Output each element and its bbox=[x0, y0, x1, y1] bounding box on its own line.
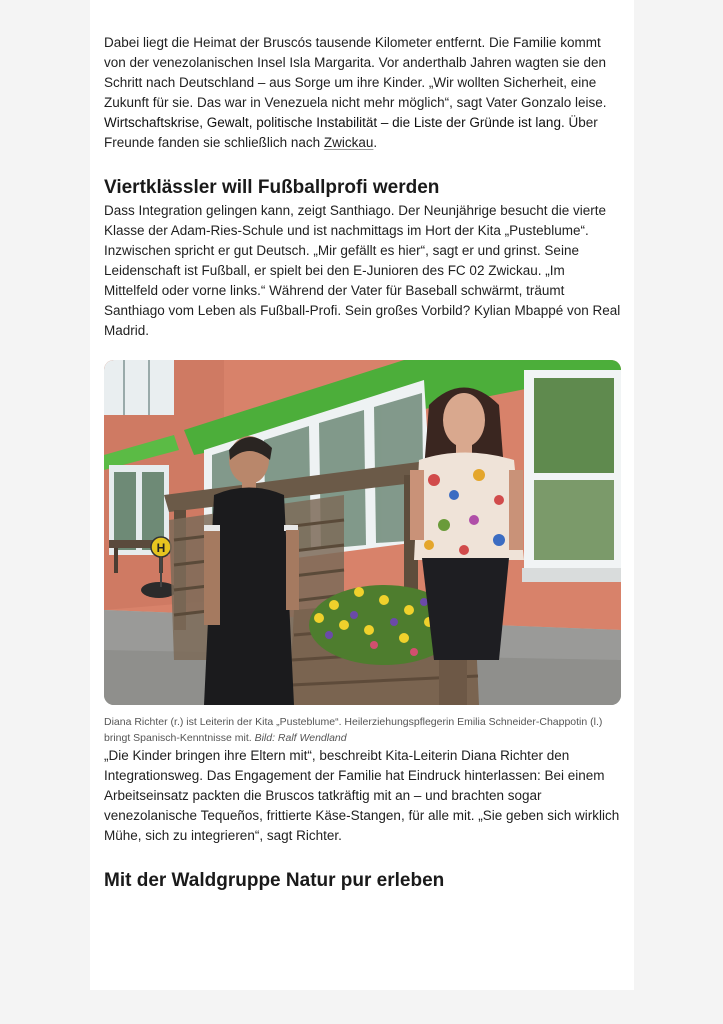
photo-caption bbox=[104, 714, 622, 746]
zwickau-link[interactable]: Zwickau bbox=[323, 135, 374, 150]
paragraph-santhiago: Dass Integration gelingen kann, zeigt Santhiago. Der Neunjährige besucht die vierte Klasse der Adam-Ries-Schule und ist nachmittags im Hort der Kita „Pusteblume“. Inzwischen spricht er gut Deutsch. „Mir gefällt es hier“, sagt er und grinst. Seine Leidenschaft ist Fußball, er spielt bei den E-Junioren des FC 02 Zwickau. „Im Mittelfeld oder vorne links.“ Während der Vater für Baseball schwärmt, träumt Santhiago vom Leben als Fußball-Profi. Sein großes Vorbild? Kylian Mbappé von Real Madrid. bbox=[104, 203, 621, 338]
photo-credit: Bild: Ralf Wendland bbox=[254, 732, 347, 744]
paragraph-integration: „Die Kinder bringen ihre Eltern mit“, beschreibt Kita-Leiterin Diana Richter den Integrationsweg. Das Engagement der Familie hat Eindruck hinterlassen: Bei einem Arbeitseinsatz packten die Bruscos tatkräftig mit an – und brachten sogar venezolanische Tequeños, frittierte Käse-Stangen, für alle mit. „Sie geben sich wirklich Mühe, sich zu integrieren“, sagt Richter. bbox=[104, 748, 620, 843]
emphasized-text: Wirtschaftskrise, Gewalt, politische Instabilität – die Liste der Gründe ist lang bbox=[104, 115, 561, 130]
section-heading-waldgruppe: Mit der Waldgruppe Natur pur erleben bbox=[104, 870, 445, 891]
playground-sign-letter: H bbox=[156, 541, 166, 555]
paragraph-text: . bbox=[373, 135, 378, 150]
article-photo bbox=[104, 360, 621, 705]
article-content bbox=[104, 33, 622, 894]
caption-text: Diana Richter (r.) ist Leiterin der Kita „Pusteblume“. Heilerziehungspflegerin Emilia Schneider-Chappotin (l.) bringt Spanisch-Kenntnisse mit. bbox=[104, 716, 603, 744]
paragraph-family-origin bbox=[104, 33, 622, 153]
paragraph-text: Dabei liegt die Heimat der Bruscós tausende Kilometer entfernt. Die Familie kommt von der venezolanischen Insel Isla Margarita. Vor anderthalb Jahren wagten sie den Schritt nach Deutschland – aus Sorge um ihre Kinder. „Wir wollten Sicherheit, eine Zukunft für sie. Das war in Venezuela nicht mehr möglich“, sagt Vater Gonzalo leise. bbox=[104, 35, 607, 110]
section-heading-football: Viertklässler will Fußballprofi werden bbox=[104, 177, 440, 198]
paragraph-text: . Über Freunde fanden sie schließlich nach bbox=[104, 115, 598, 150]
